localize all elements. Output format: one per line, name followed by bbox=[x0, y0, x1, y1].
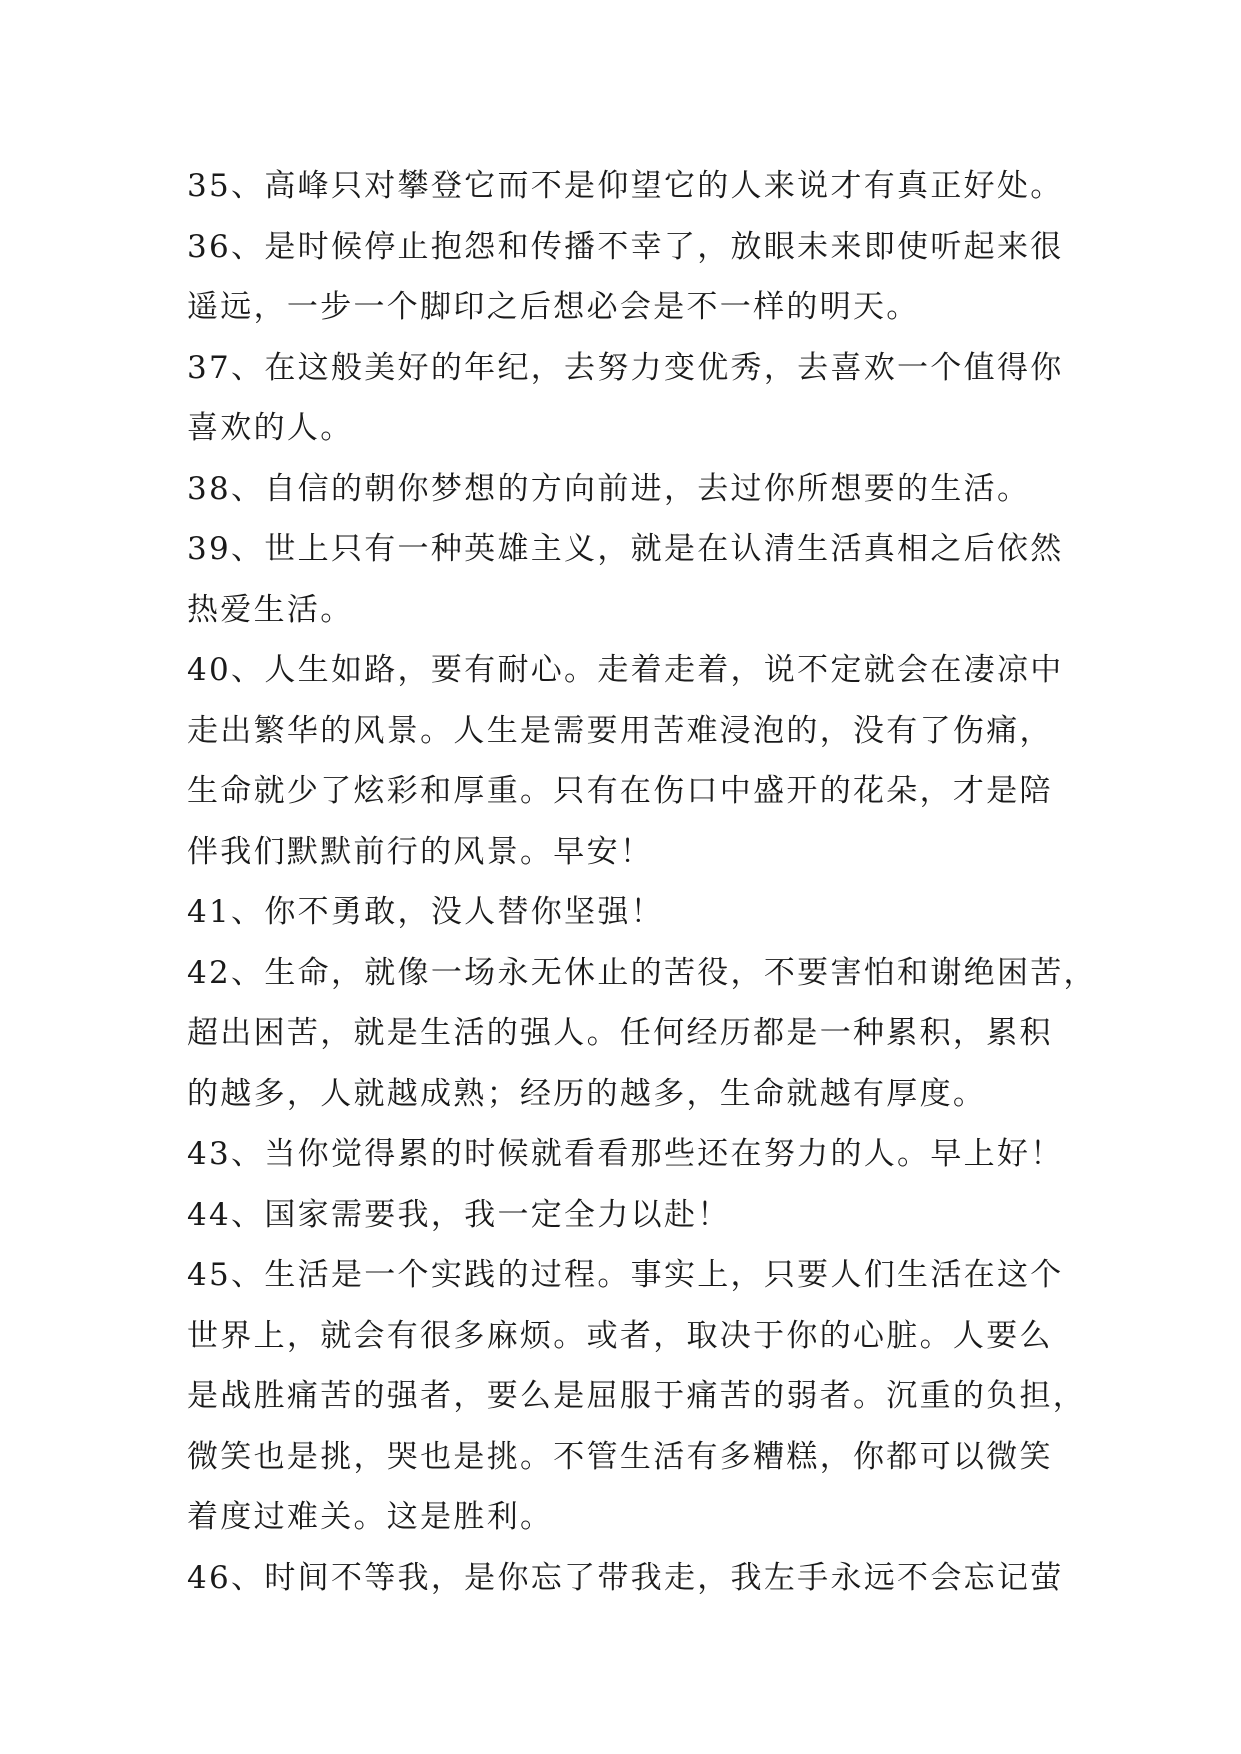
text-line: 超出困苦，就是生活的强人。任何经历都是一种累积，累积 bbox=[187, 1015, 1053, 1051]
text-line: 44、国家需要我，我一定全力以赴！ bbox=[187, 1196, 731, 1233]
text-line: 43、当你觉得累的时候就看看那些还在努力的人。早上好！ bbox=[187, 1136, 1064, 1172]
text-line: 世界上，就会有很多麻烦。或者，取决于你的心脏。人要么 bbox=[187, 1317, 1053, 1354]
text-line: 着度过难关。这是胜利。 bbox=[187, 1499, 554, 1535]
text-line: 热爱生活。 bbox=[187, 591, 354, 628]
text-line: 喜欢的人。 bbox=[187, 410, 354, 446]
text-line: 生命就少了炫彩和厚重。只有在伤口中盛开的花朵，才是陪 bbox=[187, 773, 1053, 809]
text-line: 走出繁华的风景。人生是需要用苦难浸泡的，没有了伤痛， bbox=[187, 712, 1053, 749]
document-text bbox=[187, 156, 1097, 1608]
text-line: 36、是时候停止抱怨和传播不幸了，放眼未来即使听起来很 bbox=[187, 228, 1064, 265]
text-line: 微笑也是挑，哭也是挑。不管生活有多糟糕，你都可以微笑 bbox=[187, 1438, 1053, 1475]
text-line: 37、在这般美好的年纪，去努力变优秀，去喜欢一个值得你 bbox=[187, 349, 1064, 386]
text-line: 45、生活是一个实践的过程。事实上，只要人们生活在这个 bbox=[187, 1257, 1064, 1293]
text-line: 遥远，一步一个脚印之后想必会是不一样的明天。 bbox=[187, 289, 920, 325]
text-line: 46、时间不等我，是你忘了带我走，我左手永远不会忘记萤 bbox=[187, 1559, 1064, 1596]
text-line: 伴我们默默前行的风景。早安！ bbox=[187, 833, 654, 870]
text-line: 38、自信的朝你梦想的方向前进，去过你所想要的生活。 bbox=[187, 470, 1031, 507]
text-line: 40、人生如路，要有耐心。走着走着，说不定就会在凄凉中 bbox=[187, 652, 1064, 688]
text-line: 42、生命，就像一场永无休止的苦役，不要害怕和谢绝困苦， bbox=[187, 954, 1097, 991]
text-line: 是战胜痛苦的强者，要么是屈服于痛苦的弱者。沉重的负担， bbox=[187, 1378, 1087, 1414]
text-line: 的越多，人就越成熟；经历的越多，生命就越有厚度。 bbox=[187, 1075, 987, 1112]
text-line: 35、高峰只对攀登它而不是仰望它的人来说才有真正好处。 bbox=[187, 168, 1064, 204]
text-line: 41、你不勇敢，没人替你坚强！ bbox=[187, 894, 664, 930]
text-line: 39、世上只有一种英雄主义，就是在认清生活真相之后依然 bbox=[187, 531, 1064, 567]
